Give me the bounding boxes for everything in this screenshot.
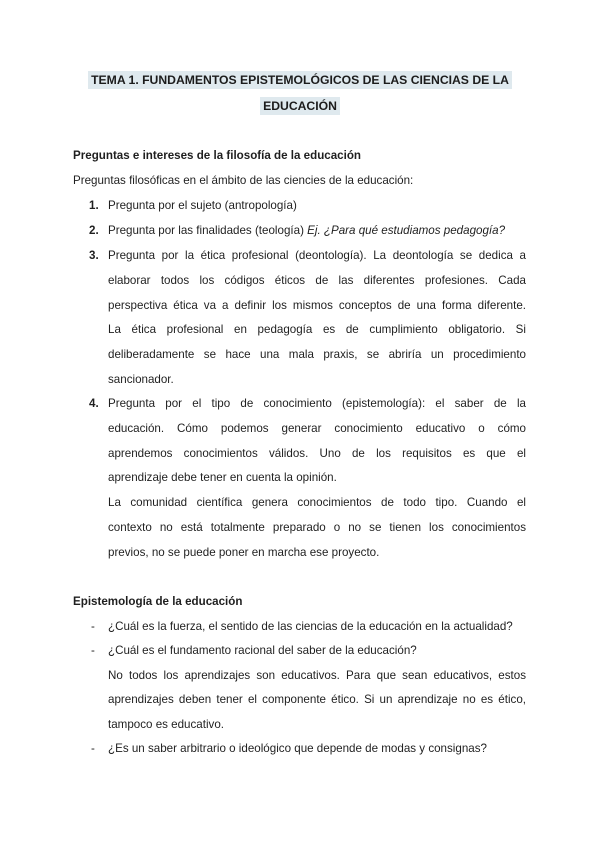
list-item-line: contexto no está totalmente preparado o no se tienen los conocimientos: [108, 521, 526, 534]
list-item-example: Ej. ¿Para qué estudiamos pedagogía?: [307, 224, 506, 237]
list-item-line: perspectiva ética va a definir los mismos conceptos de una forma diferente.: [108, 299, 526, 312]
note-line: aprendizajes deben tener el componente ético. Si un aprendizaje no es ético,: [108, 693, 526, 706]
note-line: tampoco es educativo.: [108, 718, 225, 731]
document-page: TEMA 1. FUNDAMENTOS EPISTEMOLÓGICOS DE LAS CIENCIAS DE LA EDUCACIÓN Preguntas e intereses de la filosofía de la educación Preguntas filosóficas en el ámbito de las ciencies de la educación: 1. Pregunta por el sujeto (antropología) 2. Pregunta por las finalidades (teología) Ej. ¿Para qué estudiamos pedagogía? 3. Pregunta por la ética profesional (deontología). La deontología se dedica a elaborar todos los códigos éticos de las diferentes profesiones. Cada perspectiva ética va a definir los mismos conceptos de una forma diferente. La ética profesional en pedagogía es de cumplimiento obligatorio. Si deliberadamente se hace una mala praxis, se abriría un procedimiento sancionador. 4. Pregunta por el tipo de conocimiento (epistemología): el saber de la educación. Cómo podemos generar conocimiento educativo o cómo aprendemos conocimientos válidos. Uno de los requisitos es que el aprendizaje debe tener en cuenta la opinión. La comunidad científica genera conocimientos de todo tipo. Cuando el contexto no está totalmente preparado o no se tienen los conocimientos previos, no se puede poner en marcha ese proyecto. Epistemología de la educación - ¿Cuál es la fuerza, el sentido de las ciencias de la educación en la actualidad? - ¿Cuál es el fundamento racional del saber de la educación? No todos los aprendizajes son educativos. Para que sean educativos, estos aprendizajes deben tener el componente ético. Si un aprendizaje no es ético, tampoco es educativo. - ¿Es un saber arbitrario o ideológico que depende de modas y consignas?: [0, 0, 600, 848]
bullet-text: ¿Cuál es la fuerza, el sentido de las ciencias de la educación en la actualidad?: [108, 620, 513, 633]
section-heading-epistemology: Epistemología de la educación: [73, 595, 243, 608]
bullet-dash: -: [91, 742, 95, 755]
list-item-line: sancionador.: [108, 373, 174, 386]
bullet-text: ¿Es un saber arbitrario o ideológico que depende de modas y consignas?: [108, 742, 487, 755]
document-title-line-2: EDUCACIÓN: [0, 98, 600, 114]
section-intro: Preguntas filosóficas en el ámbito de las ciencies de la educación:: [73, 174, 414, 187]
bullet-text: ¿Cuál es el fundamento racional del saber de la educación?: [108, 644, 417, 657]
list-item-line: educación. Cómo podemos generar conocimiento educativo o cómo: [108, 422, 526, 435]
list-item-text: Pregunta por las finalidades (teología): [108, 224, 308, 237]
list-item-line: previos, no se puede poner en marcha ese proyecto.: [108, 546, 380, 559]
list-item-line: La comunidad científica genera conocimientos de todo tipo. Cuando el: [108, 496, 526, 509]
list-item-line: Pregunta por el tipo de conocimiento (epistemología): el saber de la: [108, 397, 526, 410]
list-item-line: deliberadamente se hace una mala praxis, se abriría un procedimiento: [108, 348, 526, 361]
section-heading-philosophy: Preguntas e intereses de la filosofía de la educación: [73, 149, 362, 162]
note-line: No todos los aprendizajes son educativos. Para que sean educativos, estos: [108, 669, 526, 682]
list-item-line: elaborar todos los códigos éticos de las diferentes profesiones. Cada: [108, 274, 526, 287]
bullet-dash: -: [91, 644, 95, 657]
list-item-line: La ética profesional en pedagogía es de cumplimiento obligatorio. Si: [108, 323, 526, 336]
bullet-dash: -: [91, 620, 95, 633]
list-item-line: Pregunta por la ética profesional (deontología). La deontología se dedica a: [108, 249, 526, 262]
list-item-line: aprendizaje debe tener en cuenta la opinión.: [108, 471, 337, 484]
document-title-line-1: TEMA 1. FUNDAMENTOS EPISTEMOLÓGICOS DE LAS CIENCIAS DE LA: [0, 72, 600, 88]
list-item-line: aprendemos conocimientos válidos. Uno de los requisitos es que el: [108, 447, 526, 460]
